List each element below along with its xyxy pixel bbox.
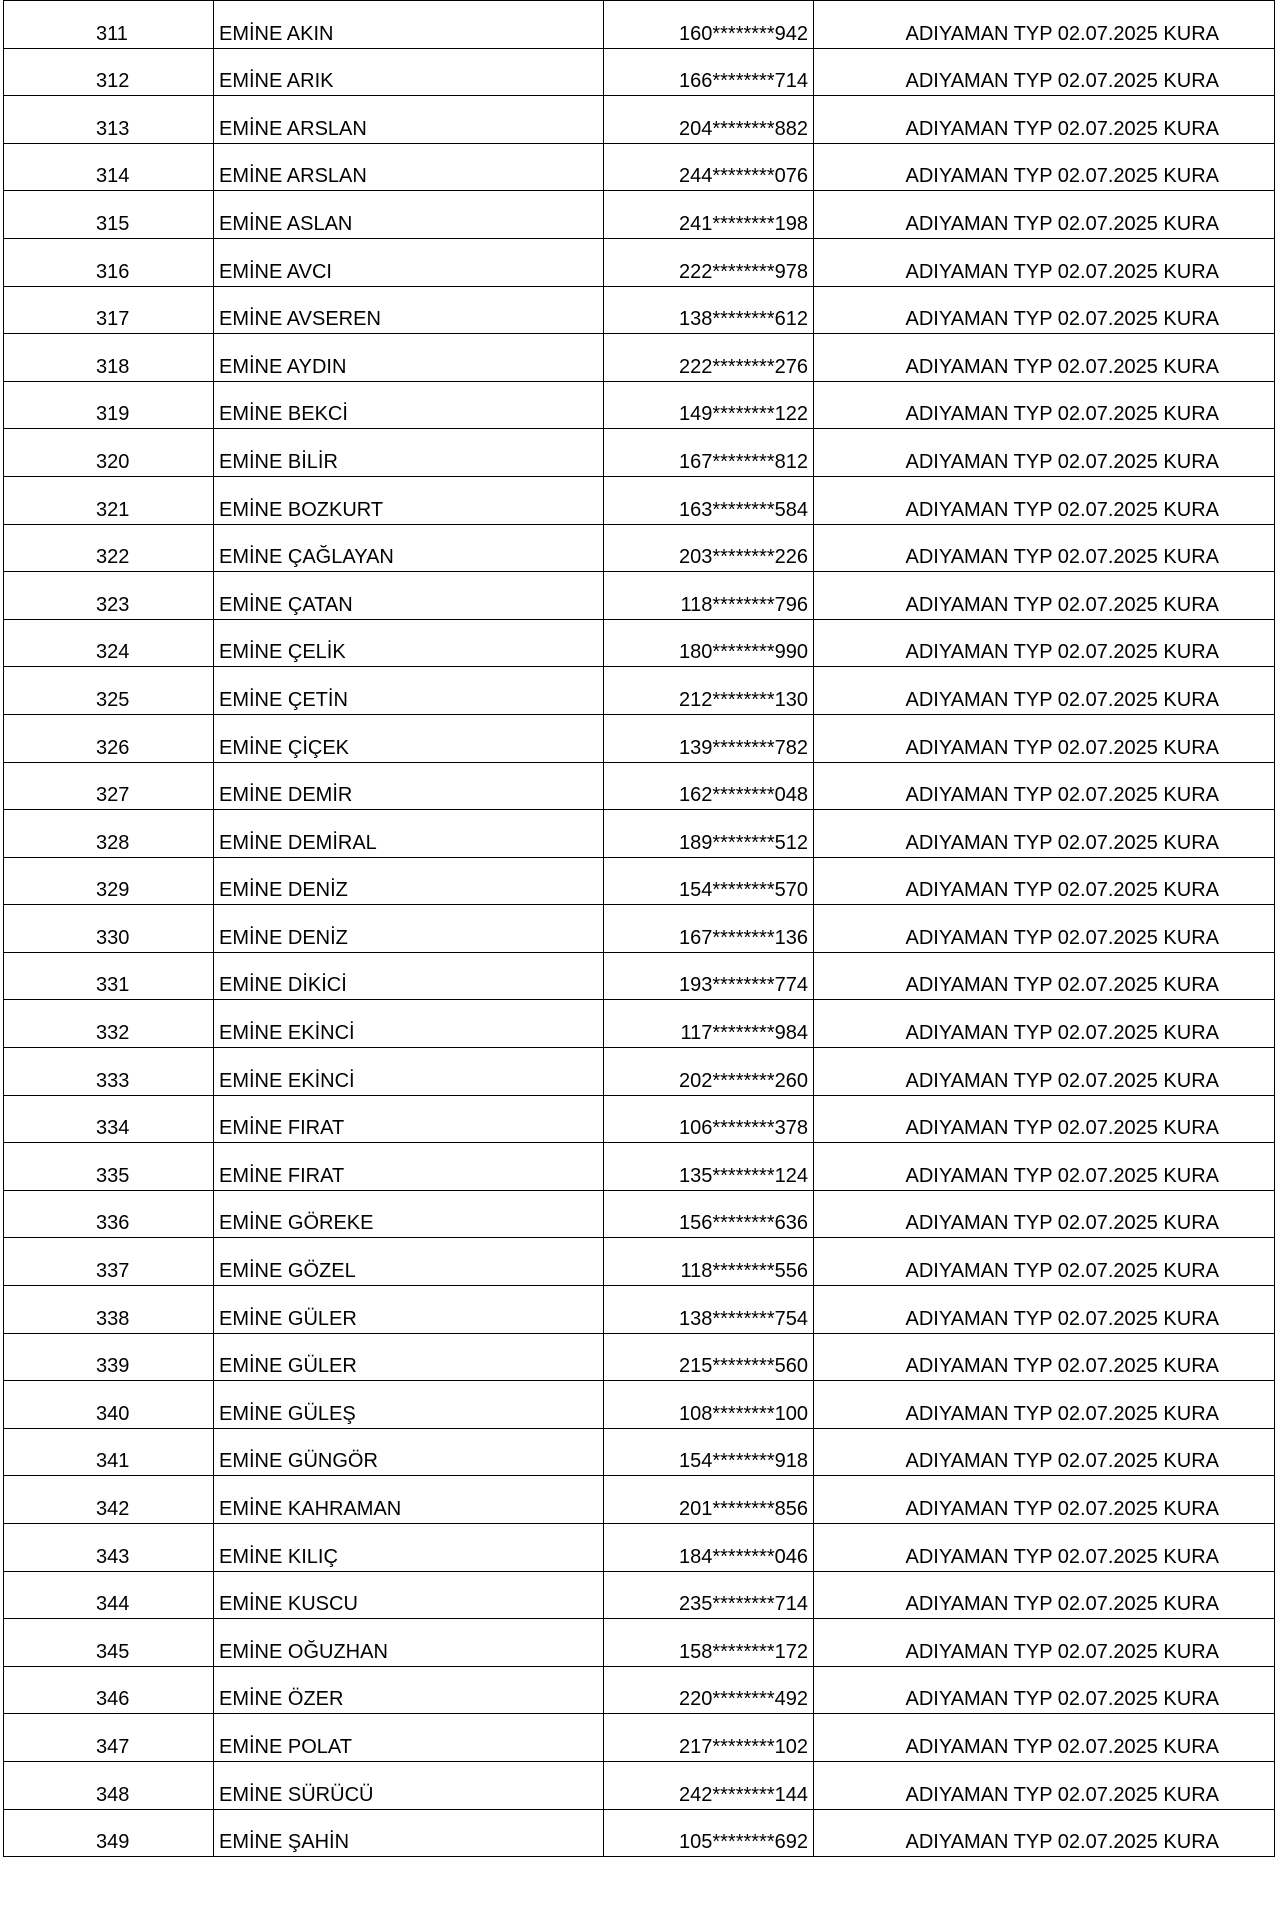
masked-id-cell: 244********076 bbox=[604, 143, 814, 191]
lottery-info-cell: ADIYAMAN TYP 02.07.2025 KURA bbox=[814, 905, 1275, 953]
masked-id-cell: 204********882 bbox=[604, 96, 814, 144]
full-name-cell: EMİNE GÖZEL bbox=[214, 1238, 604, 1286]
row-number-cell: 324 bbox=[4, 619, 214, 667]
row-number-cell: 313 bbox=[4, 96, 214, 144]
masked-id-cell: 138********754 bbox=[604, 1286, 814, 1334]
table-row bbox=[4, 619, 1275, 667]
masked-id-cell: 163********584 bbox=[604, 476, 814, 524]
full-name-cell: EMİNE OĞUZHAN bbox=[214, 1619, 604, 1667]
lottery-info-cell: ADIYAMAN TYP 02.07.2025 KURA bbox=[814, 1190, 1275, 1238]
row-number-cell: 328 bbox=[4, 810, 214, 858]
table-row bbox=[4, 1428, 1275, 1476]
row-number-cell: 315 bbox=[4, 191, 214, 239]
row-number-cell: 336 bbox=[4, 1190, 214, 1238]
masked-id-cell: 105********692 bbox=[604, 1809, 814, 1857]
row-number-cell: 331 bbox=[4, 952, 214, 1000]
row-number-cell: 347 bbox=[4, 1714, 214, 1762]
masked-id-cell: 201********856 bbox=[604, 1476, 814, 1524]
lottery-info-cell: ADIYAMAN TYP 02.07.2025 KURA bbox=[814, 762, 1275, 810]
full-name-cell: EMİNE ÖZER bbox=[214, 1666, 604, 1714]
table-row bbox=[4, 1761, 1275, 1809]
full-name-cell: EMİNE ARSLAN bbox=[214, 96, 604, 144]
full-name-cell: EMİNE AKIN bbox=[214, 1, 604, 49]
table-row bbox=[4, 714, 1275, 762]
lottery-info-cell: ADIYAMAN TYP 02.07.2025 KURA bbox=[814, 238, 1275, 286]
lottery-info-cell: ADIYAMAN TYP 02.07.2025 KURA bbox=[814, 1761, 1275, 1809]
row-number-cell: 340 bbox=[4, 1381, 214, 1429]
row-number-cell: 320 bbox=[4, 429, 214, 477]
row-number-cell: 341 bbox=[4, 1428, 214, 1476]
lottery-info-cell: ADIYAMAN TYP 02.07.2025 KURA bbox=[814, 1381, 1275, 1429]
table-row bbox=[4, 48, 1275, 96]
row-number-cell: 346 bbox=[4, 1666, 214, 1714]
lottery-info-cell: ADIYAMAN TYP 02.07.2025 KURA bbox=[814, 619, 1275, 667]
full-name-cell: EMİNE ÇETİN bbox=[214, 667, 604, 715]
lottery-info-cell: ADIYAMAN TYP 02.07.2025 KURA bbox=[814, 1476, 1275, 1524]
table-row bbox=[4, 1, 1275, 49]
lottery-info-cell: ADIYAMAN TYP 02.07.2025 KURA bbox=[814, 381, 1275, 429]
lottery-info-cell: ADIYAMAN TYP 02.07.2025 KURA bbox=[814, 1809, 1275, 1857]
lottery-info-cell: ADIYAMAN TYP 02.07.2025 KURA bbox=[814, 429, 1275, 477]
row-number-cell: 319 bbox=[4, 381, 214, 429]
full-name-cell: EMİNE POLAT bbox=[214, 1714, 604, 1762]
row-number-cell: 317 bbox=[4, 286, 214, 334]
lottery-info-cell: ADIYAMAN TYP 02.07.2025 KURA bbox=[814, 334, 1275, 382]
table-row bbox=[4, 952, 1275, 1000]
table-row bbox=[4, 667, 1275, 715]
table-row bbox=[4, 334, 1275, 382]
masked-id-cell: 180********990 bbox=[604, 619, 814, 667]
row-number-cell: 334 bbox=[4, 1095, 214, 1143]
row-number-cell: 325 bbox=[4, 667, 214, 715]
lottery-info-cell: ADIYAMAN TYP 02.07.2025 KURA bbox=[814, 286, 1275, 334]
full-name-cell: EMİNE KAHRAMAN bbox=[214, 1476, 604, 1524]
full-name-cell: EMİNE DİKİCİ bbox=[214, 952, 604, 1000]
table-row bbox=[4, 1619, 1275, 1667]
row-number-cell: 348 bbox=[4, 1761, 214, 1809]
row-number-cell: 314 bbox=[4, 143, 214, 191]
table-row bbox=[4, 762, 1275, 810]
lottery-info-cell: ADIYAMAN TYP 02.07.2025 KURA bbox=[814, 1666, 1275, 1714]
masked-id-cell: 222********978 bbox=[604, 238, 814, 286]
masked-id-cell: 154********570 bbox=[604, 857, 814, 905]
full-name-cell: EMİNE SÜRÜCÜ bbox=[214, 1761, 604, 1809]
table-row bbox=[4, 1095, 1275, 1143]
table-row bbox=[4, 810, 1275, 858]
row-number-cell: 338 bbox=[4, 1286, 214, 1334]
full-name-cell: EMİNE ÇATAN bbox=[214, 572, 604, 620]
lottery-info-cell: ADIYAMAN TYP 02.07.2025 KURA bbox=[814, 1571, 1275, 1619]
lottery-info-cell: ADIYAMAN TYP 02.07.2025 KURA bbox=[814, 1286, 1275, 1334]
full-name-cell: EMİNE ŞAHİN bbox=[214, 1809, 604, 1857]
table-row bbox=[4, 1238, 1275, 1286]
lottery-info-cell: ADIYAMAN TYP 02.07.2025 KURA bbox=[814, 1048, 1275, 1096]
full-name-cell: EMİNE KILIÇ bbox=[214, 1524, 604, 1572]
full-name-cell: EMİNE GÖREKE bbox=[214, 1190, 604, 1238]
row-number-cell: 349 bbox=[4, 1809, 214, 1857]
row-number-cell: 327 bbox=[4, 762, 214, 810]
masked-id-cell: 106********378 bbox=[604, 1095, 814, 1143]
full-name-cell: EMİNE AVCI bbox=[214, 238, 604, 286]
full-name-cell: EMİNE KUSCU bbox=[214, 1571, 604, 1619]
table-row bbox=[4, 381, 1275, 429]
masked-id-cell: 242********144 bbox=[604, 1761, 814, 1809]
table-row bbox=[4, 1286, 1275, 1334]
full-name-cell: EMİNE ÇAĞLAYAN bbox=[214, 524, 604, 572]
lottery-info-cell: ADIYAMAN TYP 02.07.2025 KURA bbox=[814, 1000, 1275, 1048]
lottery-info-cell: ADIYAMAN TYP 02.07.2025 KURA bbox=[814, 1714, 1275, 1762]
full-name-cell: EMİNE FIRAT bbox=[214, 1143, 604, 1191]
row-number-cell: 345 bbox=[4, 1619, 214, 1667]
masked-id-cell: 166********714 bbox=[604, 48, 814, 96]
full-name-cell: EMİNE ASLAN bbox=[214, 191, 604, 239]
lottery-info-cell: ADIYAMAN TYP 02.07.2025 KURA bbox=[814, 1238, 1275, 1286]
row-number-cell: 316 bbox=[4, 238, 214, 286]
masked-id-cell: 149********122 bbox=[604, 381, 814, 429]
masked-id-cell: 135********124 bbox=[604, 1143, 814, 1191]
table-row bbox=[4, 1524, 1275, 1572]
masked-id-cell: 139********782 bbox=[604, 714, 814, 762]
masked-id-cell: 108********100 bbox=[604, 1381, 814, 1429]
lottery-info-cell: ADIYAMAN TYP 02.07.2025 KURA bbox=[814, 1143, 1275, 1191]
masked-id-cell: 118********796 bbox=[604, 572, 814, 620]
table-row bbox=[4, 524, 1275, 572]
masked-id-cell: 193********774 bbox=[604, 952, 814, 1000]
masked-id-cell: 138********612 bbox=[604, 286, 814, 334]
table-row bbox=[4, 476, 1275, 524]
masked-id-cell: 220********492 bbox=[604, 1666, 814, 1714]
row-number-cell: 322 bbox=[4, 524, 214, 572]
table-row bbox=[4, 238, 1275, 286]
full-name-cell: EMİNE AVSEREN bbox=[214, 286, 604, 334]
lottery-info-cell: ADIYAMAN TYP 02.07.2025 KURA bbox=[814, 476, 1275, 524]
full-name-cell: EMİNE ÇİÇEK bbox=[214, 714, 604, 762]
row-number-cell: 318 bbox=[4, 334, 214, 382]
row-number-cell: 343 bbox=[4, 1524, 214, 1572]
table-row bbox=[4, 286, 1275, 334]
row-number-cell: 311 bbox=[4, 1, 214, 49]
table-row bbox=[4, 1381, 1275, 1429]
masked-id-cell: 217********102 bbox=[604, 1714, 814, 1762]
masked-id-cell: 212********130 bbox=[604, 667, 814, 715]
full-name-cell: EMİNE BİLİR bbox=[214, 429, 604, 477]
masked-id-cell: 189********512 bbox=[604, 810, 814, 858]
results-table bbox=[3, 0, 1275, 1857]
lottery-info-cell: ADIYAMAN TYP 02.07.2025 KURA bbox=[814, 810, 1275, 858]
masked-id-cell: 167********136 bbox=[604, 905, 814, 953]
masked-id-cell: 215********560 bbox=[604, 1333, 814, 1381]
lottery-info-cell: ADIYAMAN TYP 02.07.2025 KURA bbox=[814, 524, 1275, 572]
full-name-cell: EMİNE ARSLAN bbox=[214, 143, 604, 191]
table-row bbox=[4, 857, 1275, 905]
masked-id-cell: 160********942 bbox=[604, 1, 814, 49]
table-row bbox=[4, 96, 1275, 144]
full-name-cell: EMİNE DEMİRAL bbox=[214, 810, 604, 858]
row-number-cell: 330 bbox=[4, 905, 214, 953]
full-name-cell: EMİNE ÇELİK bbox=[214, 619, 604, 667]
table-row bbox=[4, 1571, 1275, 1619]
masked-id-cell: 184********046 bbox=[604, 1524, 814, 1572]
masked-id-cell: 241********198 bbox=[604, 191, 814, 239]
masked-id-cell: 222********276 bbox=[604, 334, 814, 382]
full-name-cell: EMİNE DENİZ bbox=[214, 905, 604, 953]
lottery-info-cell: ADIYAMAN TYP 02.07.2025 KURA bbox=[814, 1619, 1275, 1667]
lottery-info-cell: ADIYAMAN TYP 02.07.2025 KURA bbox=[814, 1, 1275, 49]
table-row bbox=[4, 429, 1275, 477]
table-row bbox=[4, 572, 1275, 620]
table-row bbox=[4, 143, 1275, 191]
row-number-cell: 332 bbox=[4, 1000, 214, 1048]
lottery-info-cell: ADIYAMAN TYP 02.07.2025 KURA bbox=[814, 857, 1275, 905]
masked-id-cell: 167********812 bbox=[604, 429, 814, 477]
full-name-cell: EMİNE EKİNCİ bbox=[214, 1048, 604, 1096]
lottery-info-cell: ADIYAMAN TYP 02.07.2025 KURA bbox=[814, 952, 1275, 1000]
masked-id-cell: 156********636 bbox=[604, 1190, 814, 1238]
spreadsheet-page bbox=[3, 0, 1274, 1857]
lottery-info-cell: ADIYAMAN TYP 02.07.2025 KURA bbox=[814, 48, 1275, 96]
masked-id-cell: 203********226 bbox=[604, 524, 814, 572]
lottery-info-cell: ADIYAMAN TYP 02.07.2025 KURA bbox=[814, 1095, 1275, 1143]
table-row bbox=[4, 1190, 1275, 1238]
masked-id-cell: 118********556 bbox=[604, 1238, 814, 1286]
masked-id-cell: 235********714 bbox=[604, 1571, 814, 1619]
full-name-cell: EMİNE EKİNCİ bbox=[214, 1000, 604, 1048]
row-number-cell: 321 bbox=[4, 476, 214, 524]
lottery-info-cell: ADIYAMAN TYP 02.07.2025 KURA bbox=[814, 96, 1275, 144]
full-name-cell: EMİNE BOZKURT bbox=[214, 476, 604, 524]
lottery-info-cell: ADIYAMAN TYP 02.07.2025 KURA bbox=[814, 191, 1275, 239]
lottery-info-cell: ADIYAMAN TYP 02.07.2025 KURA bbox=[814, 572, 1275, 620]
table-row bbox=[4, 1048, 1275, 1096]
table-body bbox=[4, 1, 1275, 1857]
row-number-cell: 344 bbox=[4, 1571, 214, 1619]
table-row bbox=[4, 1809, 1275, 1857]
lottery-info-cell: ADIYAMAN TYP 02.07.2025 KURA bbox=[814, 714, 1275, 762]
full-name-cell: EMİNE BEKCİ bbox=[214, 381, 604, 429]
lottery-info-cell: ADIYAMAN TYP 02.07.2025 KURA bbox=[814, 143, 1275, 191]
full-name-cell: EMİNE AYDIN bbox=[214, 334, 604, 382]
table-row bbox=[4, 1714, 1275, 1762]
table-row bbox=[4, 1333, 1275, 1381]
masked-id-cell: 202********260 bbox=[604, 1048, 814, 1096]
lottery-info-cell: ADIYAMAN TYP 02.07.2025 KURA bbox=[814, 1333, 1275, 1381]
masked-id-cell: 154********918 bbox=[604, 1428, 814, 1476]
full-name-cell: EMİNE DENİZ bbox=[214, 857, 604, 905]
row-number-cell: 326 bbox=[4, 714, 214, 762]
row-number-cell: 333 bbox=[4, 1048, 214, 1096]
full-name-cell: EMİNE GÜNGÖR bbox=[214, 1428, 604, 1476]
table-row bbox=[4, 191, 1275, 239]
masked-id-cell: 162********048 bbox=[604, 762, 814, 810]
row-number-cell: 335 bbox=[4, 1143, 214, 1191]
full-name-cell: EMİNE GÜLEŞ bbox=[214, 1381, 604, 1429]
masked-id-cell: 158********172 bbox=[604, 1619, 814, 1667]
full-name-cell: EMİNE GÜLER bbox=[214, 1286, 604, 1334]
table-row bbox=[4, 905, 1275, 953]
table-row bbox=[4, 1143, 1275, 1191]
row-number-cell: 342 bbox=[4, 1476, 214, 1524]
full-name-cell: EMİNE ARIK bbox=[214, 48, 604, 96]
row-number-cell: 312 bbox=[4, 48, 214, 96]
table-row bbox=[4, 1000, 1275, 1048]
masked-id-cell: 117********984 bbox=[604, 1000, 814, 1048]
row-number-cell: 339 bbox=[4, 1333, 214, 1381]
row-number-cell: 323 bbox=[4, 572, 214, 620]
lottery-info-cell: ADIYAMAN TYP 02.07.2025 KURA bbox=[814, 1524, 1275, 1572]
lottery-info-cell: ADIYAMAN TYP 02.07.2025 KURA bbox=[814, 1428, 1275, 1476]
lottery-info-cell: ADIYAMAN TYP 02.07.2025 KURA bbox=[814, 667, 1275, 715]
table-row bbox=[4, 1666, 1275, 1714]
full-name-cell: EMİNE DEMİR bbox=[214, 762, 604, 810]
full-name-cell: EMİNE FIRAT bbox=[214, 1095, 604, 1143]
row-number-cell: 337 bbox=[4, 1238, 214, 1286]
table-row bbox=[4, 1476, 1275, 1524]
row-number-cell: 329 bbox=[4, 857, 214, 905]
full-name-cell: EMİNE GÜLER bbox=[214, 1333, 604, 1381]
